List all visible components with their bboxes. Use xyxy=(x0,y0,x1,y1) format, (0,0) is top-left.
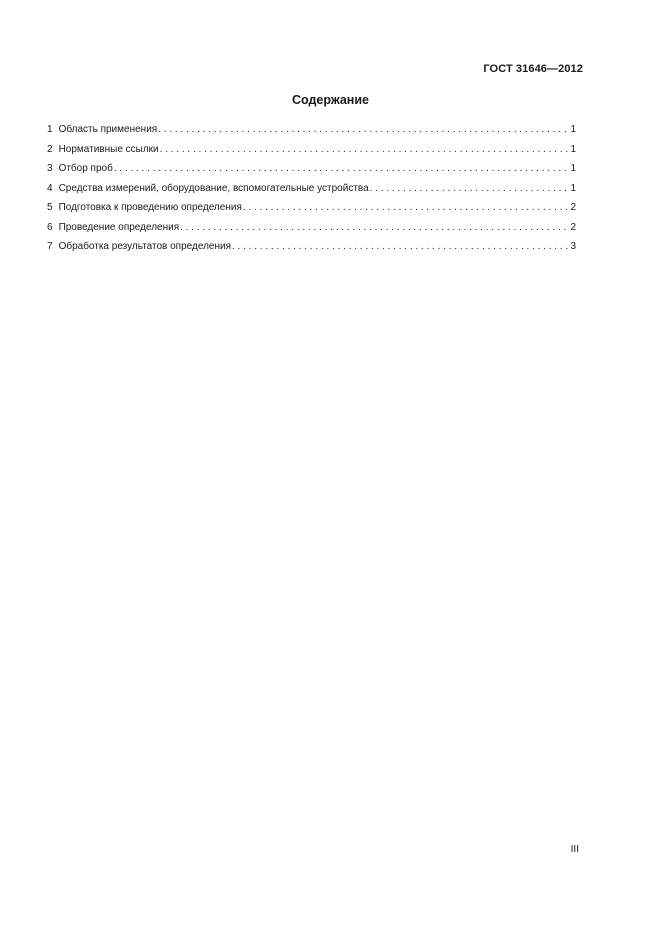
toc-title: Содержание xyxy=(291,93,369,107)
toc-leader-dots xyxy=(160,144,570,156)
toc-item-6[interactable] xyxy=(47,222,576,242)
toc-item-text: Обработка результатов определения xyxy=(58,241,231,252)
toc-leader-dots xyxy=(180,222,569,234)
toc-item-number: 3 xyxy=(47,163,53,174)
toc-item-text: Средства измерений, оборудование, вспомогательные устройства xyxy=(58,182,369,194)
toc-item-number: 1 xyxy=(47,124,53,135)
toc-leader-dots xyxy=(370,183,570,195)
page-number: III xyxy=(570,844,579,855)
toc-item-text: Проведение определения xyxy=(58,221,180,233)
toc-item-number: 7 xyxy=(47,241,53,252)
toc-item-page: 1 xyxy=(570,182,576,194)
table-of-contents xyxy=(47,124,576,261)
toc-item-number: 6 xyxy=(47,221,53,233)
toc-item-text: Подготовка к проведению определения xyxy=(58,202,242,213)
toc-item-text: Область применения xyxy=(58,124,158,135)
document-code: ГОСТ 31646—2012 xyxy=(483,63,583,75)
toc-item-number: 2 xyxy=(47,143,53,155)
toc-leader-dots xyxy=(158,124,569,136)
toc-item-number: 4 xyxy=(47,182,53,194)
toc-leader-dots xyxy=(243,202,570,214)
toc-item-3[interactable] xyxy=(47,163,576,183)
toc-item-7[interactable] xyxy=(47,241,576,261)
toc-item-page: 2 xyxy=(570,221,576,233)
toc-item-1[interactable] xyxy=(47,124,576,144)
toc-leader-dots xyxy=(232,241,569,253)
toc-item-2[interactable] xyxy=(47,144,576,164)
toc-item-5[interactable] xyxy=(47,202,576,222)
toc-item-page: 1 xyxy=(570,143,576,155)
toc-item-text: Нормативные ссылки xyxy=(58,143,159,155)
toc-item-page: 2 xyxy=(570,202,576,213)
toc-item-4[interactable] xyxy=(47,183,576,203)
toc-item-page: 3 xyxy=(570,241,576,252)
toc-item-text: Отбор проб xyxy=(58,163,113,174)
toc-item-page: 1 xyxy=(570,124,576,135)
toc-leader-dots xyxy=(114,163,570,175)
toc-item-page: 1 xyxy=(570,163,576,174)
toc-item-number: 5 xyxy=(47,202,53,213)
